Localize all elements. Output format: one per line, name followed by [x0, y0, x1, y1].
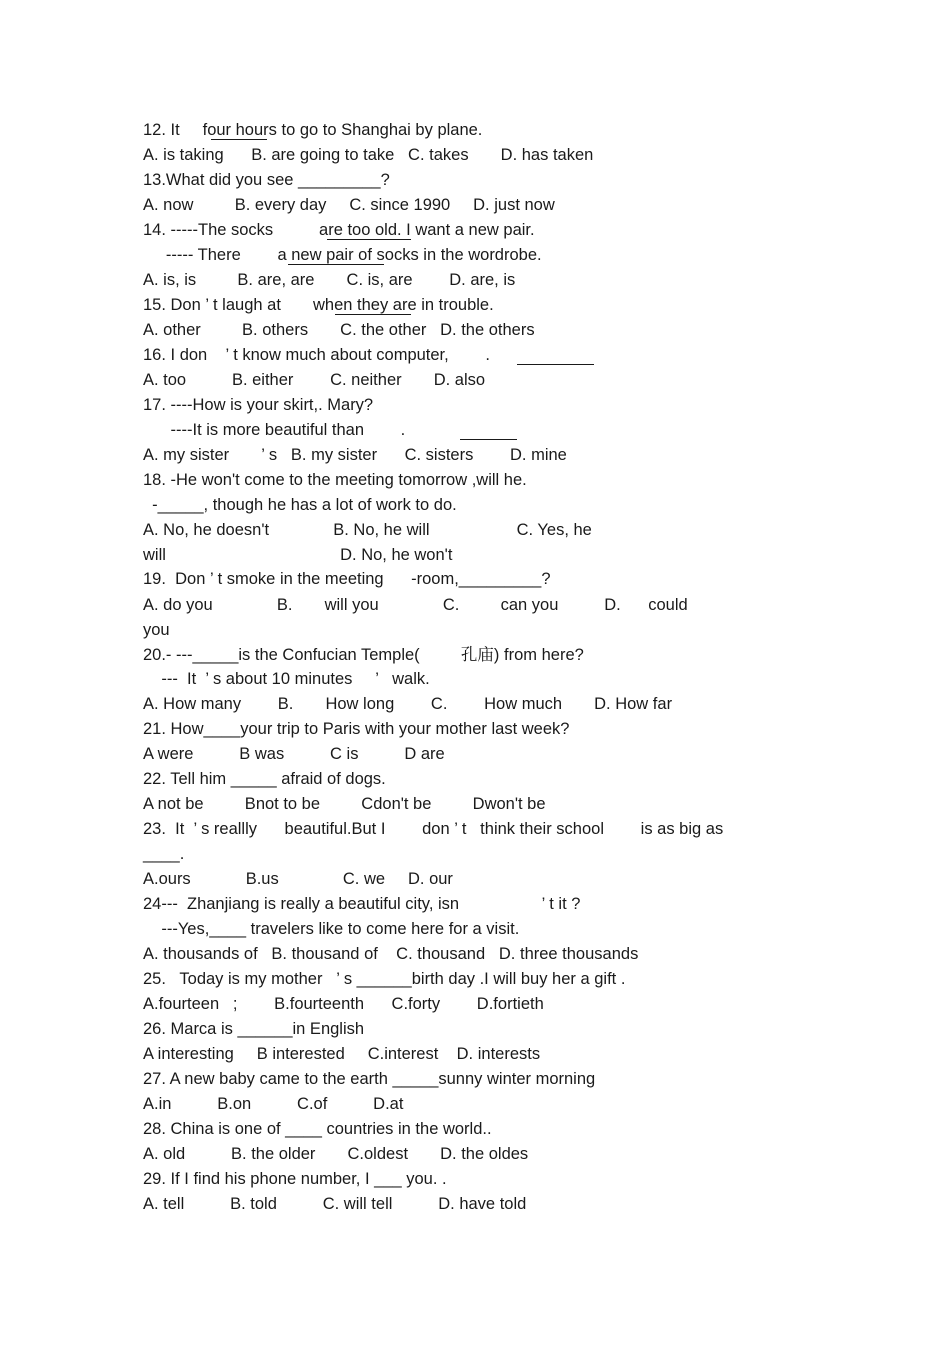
q17-options: A. my sister ’ s B. my sister C. sisters D. mine [143, 446, 567, 464]
q24-question: 24--- Zhanjiang is really a beautiful city, isn ’ t it ? [143, 895, 581, 913]
q18-options: A. No, he doesn't B. No, he will C. Yes, he [143, 521, 592, 539]
q19-options: A. do you B. will you C. can you D. could [143, 596, 688, 614]
q21-question: 21. How____your trip to Paris with your mother last week? [143, 720, 570, 738]
q15-question: 15. Don ’ t laugh at when they are in trouble. [143, 296, 494, 314]
q18-question: 18. -He won't come to the meeting tomorrow ,will he. [143, 471, 527, 489]
q25-question: 25. Today is my mother ’ s ______birth day .I will buy her a gift . [143, 970, 626, 988]
q13-options: A. now B. every day C. since 1990 D. just now [143, 196, 555, 214]
q22-question: 22. Tell him _____ afraid of dogs. [143, 770, 386, 788]
q28-question: 28. China is one of ____ countries in the world.. [143, 1120, 492, 1138]
q20-options: A. How many B. How long C. How much D. How far [143, 695, 673, 713]
q16-options: A. too B. either C. neither D. also [143, 371, 486, 389]
q22-options: A not be Bnot to be Cdon't be Dwon't be [143, 795, 546, 813]
q14-blank2-underline [288, 264, 384, 265]
q29-question: 29. If I find his phone number, I ___ you. . [143, 1170, 447, 1188]
q12-options: A. is taking B. are going to take C. takes D. has taken [143, 146, 594, 164]
q17-question: 17. ----How is your skirt,. Mary? [143, 396, 374, 414]
q24-question-line2: ---Yes,____ travelers like to come here for a visit. [143, 920, 520, 938]
q28-options: A. old B. the older C.oldest D. the oldes [143, 1145, 529, 1163]
q26-options: A interesting B interested C.interest D. interests [143, 1045, 541, 1063]
q19-question: 19. Don ’ t smoke in the meeting -room,_________? [143, 570, 551, 588]
q24-options: A. thousands of B. thousand of C. thousand D. three thousands [143, 945, 639, 963]
q12-blank-underline [211, 139, 267, 140]
q27-options: A.in B.on C.of D.at [143, 1095, 404, 1113]
q14-options: A. is, is B. are, are C. is, are D. are, is [143, 271, 516, 289]
q15-blank-underline [335, 314, 411, 315]
q16-question: 16. I don ’ t know much about computer, . [143, 346, 490, 364]
q14-question-line2: ----- There a new pair of socks in the wordrobe. [143, 246, 542, 264]
q15-options: A. other B. others C. the other D. the others [143, 321, 535, 339]
q23-question-line2: ____. [143, 845, 185, 863]
q25-options: A.fourteen ; B.fourteenth C.forty D.fortieth [143, 995, 544, 1013]
q20-question: 20.- ---_____is the Confucian Temple( 孔庙) from here? [143, 646, 584, 664]
q12-question: 12. It four hours to go to Shanghai by plane. [143, 121, 483, 139]
q17-blank-underline [460, 439, 517, 440]
q18-options-line2: will D. No, he won't [143, 546, 453, 564]
q23-question: 23. It ’ s reallly beautiful.But I don ’ t think their school is as big as [143, 820, 724, 838]
q16-blank-underline [517, 364, 594, 365]
q23-options: A.ours B.us C. we D. our [143, 870, 453, 888]
q20-question-line2: --- It ’ s about 10 minutes ’ walk. [143, 670, 430, 688]
q14-blank-underline [327, 239, 411, 240]
q14-question: 14. -----The socks are too old. I want a new pair. [143, 221, 535, 239]
q27-question: 27. A new baby came to the earth _____sunny winter morning [143, 1070, 596, 1088]
q18-question-line2: -_____, though he has a lot of work to do. [143, 496, 457, 514]
q17-question-line2: ----It is more beautiful than . [143, 421, 406, 439]
q13-question: 13.What did you see _________? [143, 171, 390, 189]
q21-options: A were B was C is D are [143, 745, 445, 763]
q19-options-line2: you [143, 621, 170, 639]
q29-options: A. tell B. told C. will tell D. have told [143, 1195, 527, 1213]
q26-question: 26. Marca is ______in English [143, 1020, 365, 1038]
